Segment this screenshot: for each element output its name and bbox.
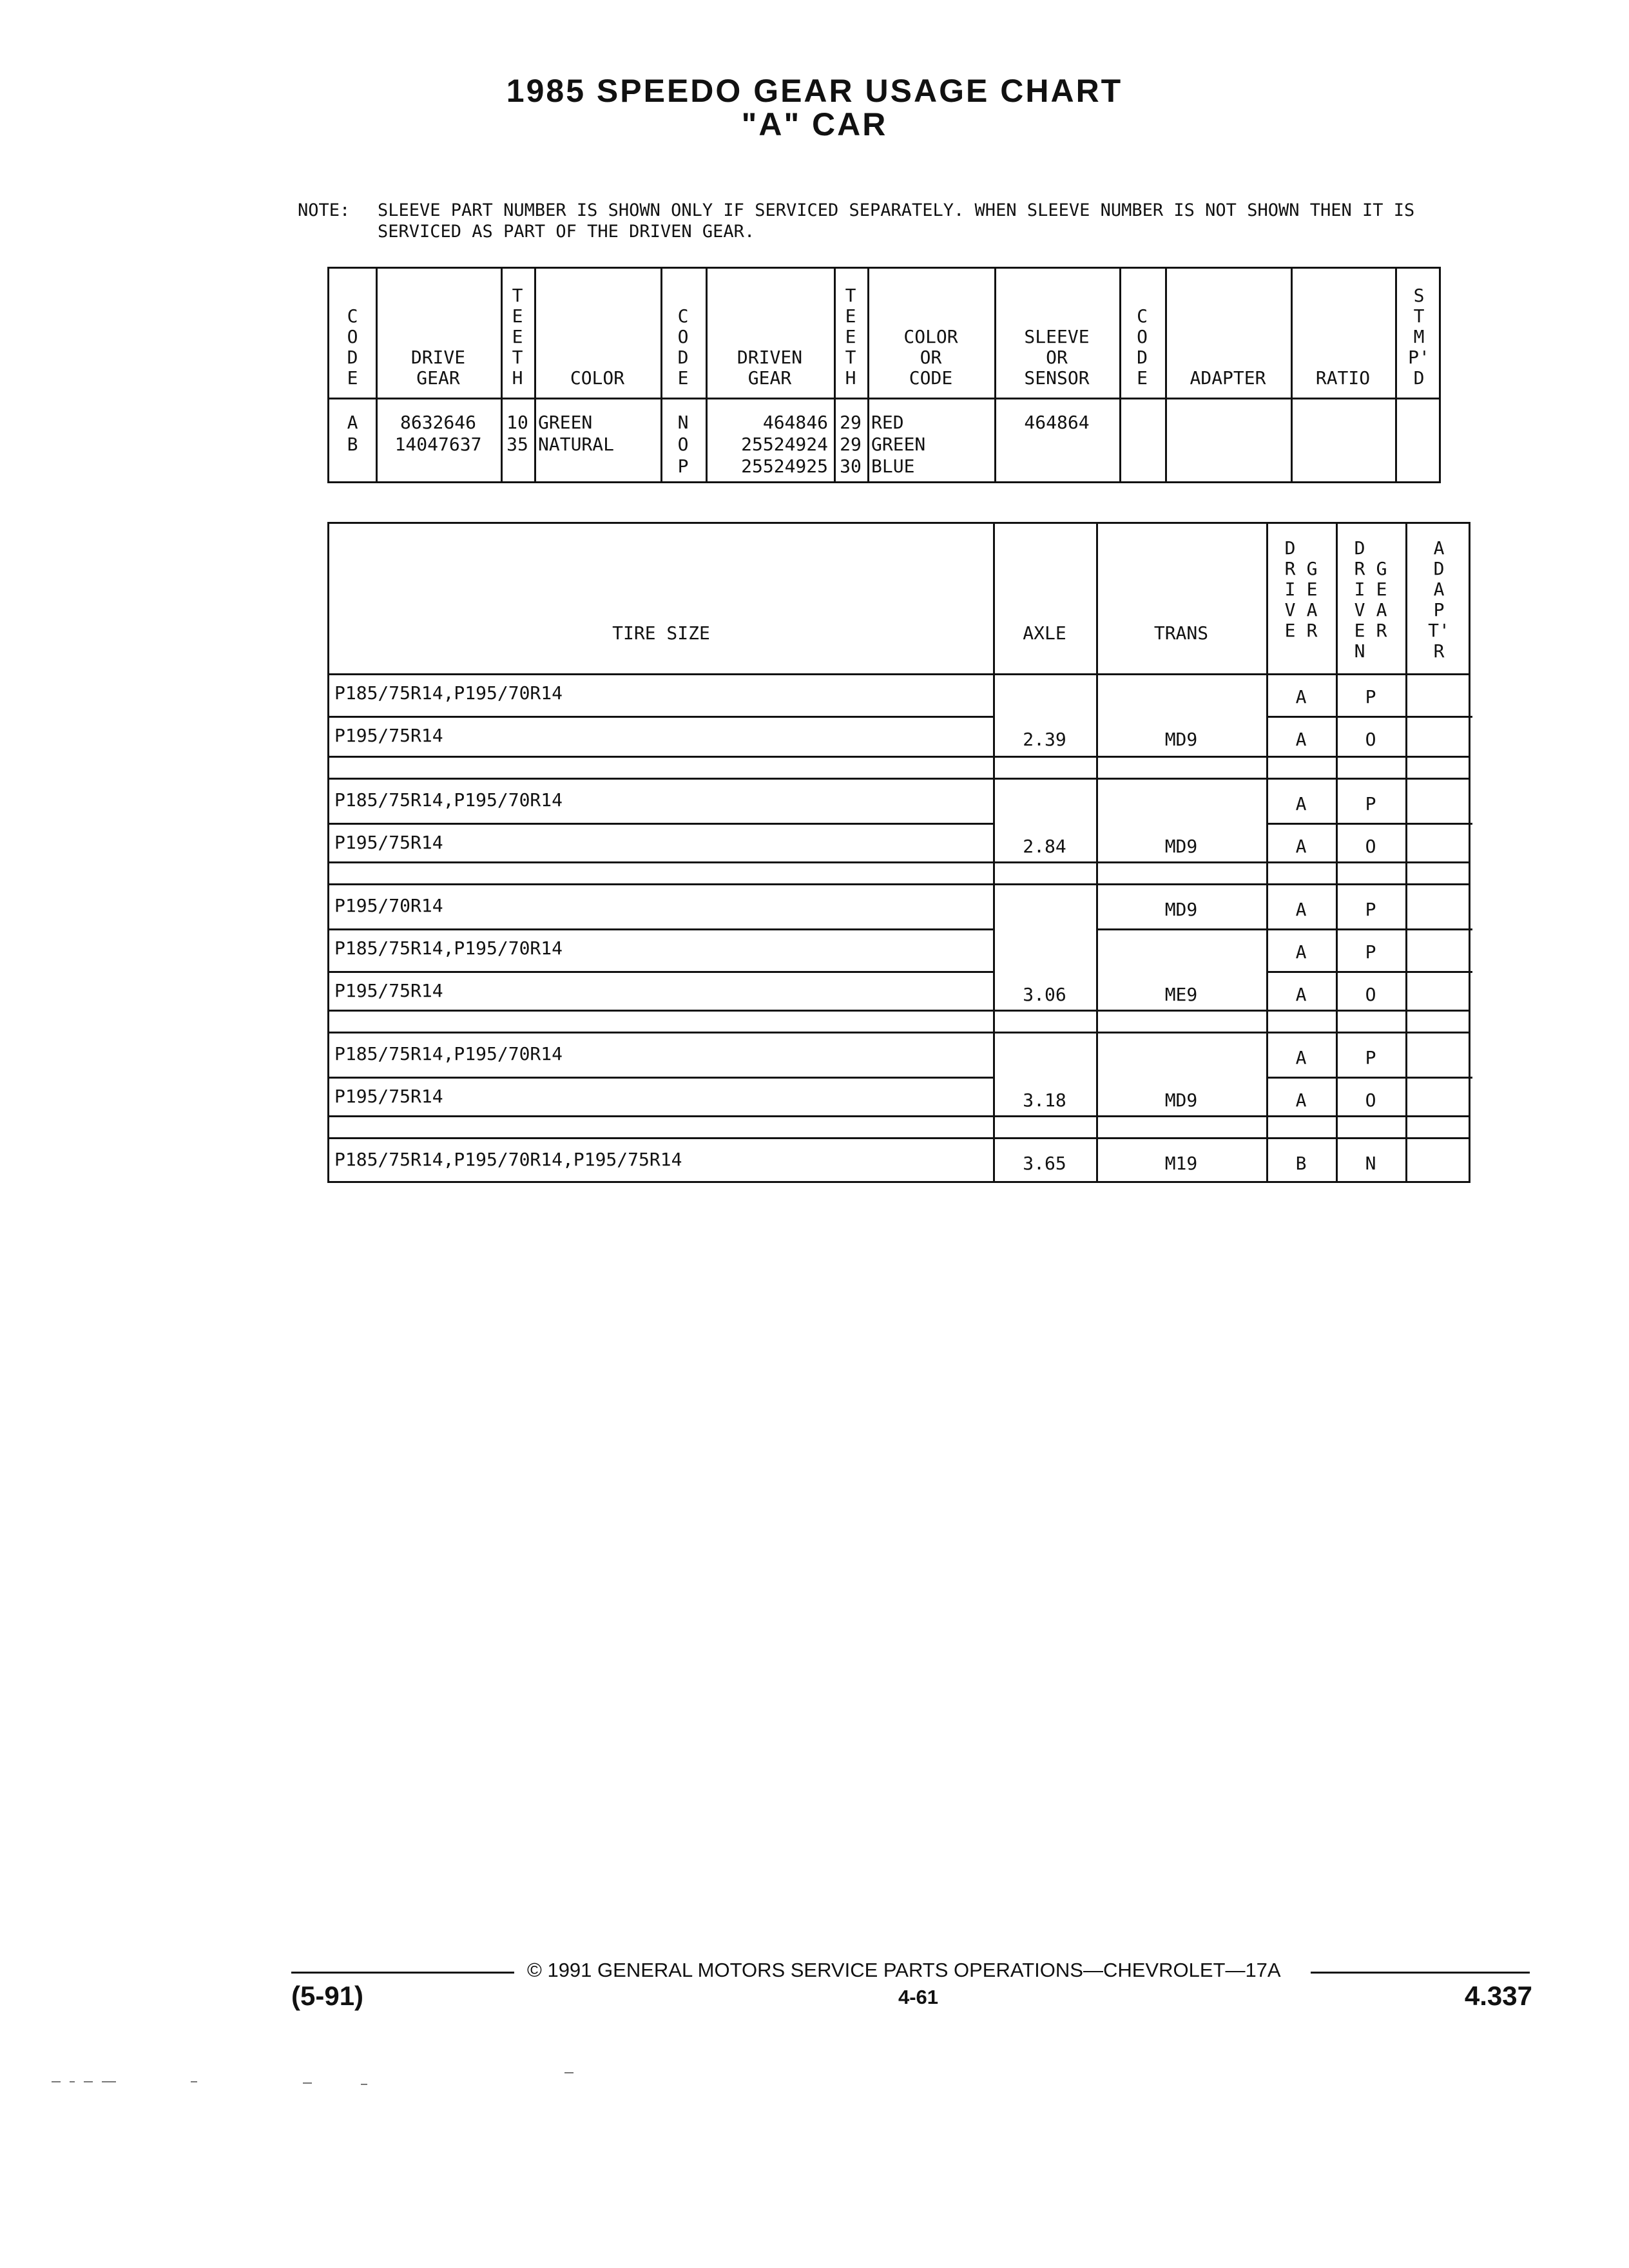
driven-teeth xyxy=(834,412,867,477)
note-label: NOTE: xyxy=(298,200,351,220)
usage-table xyxy=(327,522,1470,1183)
row-divider xyxy=(329,716,993,718)
axle-ratio: 2.84 xyxy=(1023,836,1066,857)
group-separator xyxy=(329,756,1469,758)
driven-gear-code: O xyxy=(1365,836,1376,857)
trans-code: MD9 xyxy=(1164,899,1198,920)
tire-size-cell: P185/75R14,P195/70R14 xyxy=(334,1043,563,1064)
header-text-line: O xyxy=(1137,326,1148,347)
header-text-line: T xyxy=(512,347,523,368)
drive-teeth xyxy=(501,412,534,456)
header-text-line: T xyxy=(845,285,856,306)
row-divider xyxy=(1266,1077,1472,1079)
header-ratio: RATIO xyxy=(1315,367,1371,389)
drive-parts xyxy=(376,412,501,456)
header-letter: R xyxy=(1354,558,1365,579)
row-divider xyxy=(1266,928,1472,930)
header-letter: V xyxy=(1354,599,1365,620)
header-text-line: P xyxy=(1433,599,1445,620)
tire-size-cell: P185/75R14,P195/70R14 xyxy=(334,682,563,704)
row-divider xyxy=(1266,971,1472,973)
header-text-line: O xyxy=(347,326,358,347)
row-divider xyxy=(1266,716,1472,718)
drive-gear-code: A xyxy=(1295,984,1307,1005)
driven-color: GREEN xyxy=(871,434,926,455)
note-line-1: SLEEVE PART NUMBER IS SHOWN ONLY IF SERVICED SEPARATELY. WHEN SLEEVE NUMBER IS NOT SHOWN THEN IT IS xyxy=(378,200,1415,220)
header-text-line: E xyxy=(1137,367,1148,389)
header-text-line: C xyxy=(347,305,358,327)
header-text-line: GEAR xyxy=(416,367,460,389)
header-text-line: E xyxy=(845,305,856,327)
sleeve-value: 464864 xyxy=(1024,412,1090,433)
trans-code: MD9 xyxy=(1164,1090,1198,1111)
header-text-line: E xyxy=(347,367,358,389)
axle-ratio: 3.06 xyxy=(1023,984,1066,1005)
driven-color: RED xyxy=(871,412,904,433)
drive-gear-code: A xyxy=(1295,899,1307,920)
driven-part: 25524925 xyxy=(741,456,828,477)
row-divider xyxy=(329,1077,993,1079)
tire-size-cell: P185/75R14,P195/70R14 xyxy=(334,789,563,811)
header-letter: R xyxy=(1284,558,1296,579)
tire-size-cell: P185/75R14,P195/70R14 xyxy=(334,937,563,959)
tire-size-cell: P195/75R14 xyxy=(334,1086,443,1107)
row-divider xyxy=(1096,928,1266,930)
header-letter: N xyxy=(1354,640,1365,662)
header-code-drive xyxy=(329,306,376,389)
header-adapter-vertical xyxy=(1405,538,1472,662)
drive-gear-code: A xyxy=(1295,1047,1307,1068)
driven-teeth-value: 30 xyxy=(840,456,862,477)
trans-code: MD9 xyxy=(1164,836,1198,857)
header-text-line: H xyxy=(845,367,856,389)
tire-size-cell: P195/75R14 xyxy=(334,725,443,746)
header-text-line: SENSOR xyxy=(1024,367,1090,389)
header-text-line: O xyxy=(677,326,689,347)
header-stmpd xyxy=(1395,285,1443,389)
header-drive-gear-vertical xyxy=(1266,538,1336,641)
header-teeth-drive xyxy=(501,285,534,389)
header-letter: E xyxy=(1284,620,1296,641)
row-divider xyxy=(1266,823,1472,825)
header-text-line: T' xyxy=(1428,620,1450,641)
header-text-line: T xyxy=(512,285,523,306)
header-drive-gear xyxy=(376,347,501,389)
driven-part: 464846 xyxy=(762,412,828,433)
header-color-or-code xyxy=(867,327,994,389)
group-separator xyxy=(329,778,1469,780)
header-letter: A xyxy=(1306,599,1318,620)
header-text-line: E xyxy=(512,305,523,327)
header-text-line: H xyxy=(512,367,523,389)
header-letter: R xyxy=(1306,620,1318,641)
drive-code: B xyxy=(347,434,358,455)
header-text-line: T xyxy=(1413,305,1425,327)
axle-ratio: 3.18 xyxy=(1023,1090,1066,1111)
trans-code: ME9 xyxy=(1164,984,1198,1005)
header-text-line: S xyxy=(1413,285,1425,306)
group-separator xyxy=(329,1032,1469,1033)
header-text-line: E xyxy=(512,326,523,347)
sleeve-cell xyxy=(994,412,1119,434)
page-title: 1985 SPEEDO GEAR USAGE CHART xyxy=(506,73,1123,109)
header-text-line: D xyxy=(1137,347,1148,368)
header-text-line: C xyxy=(677,305,689,327)
driven-gear-code: P xyxy=(1365,793,1376,814)
header-letter: D xyxy=(1284,537,1296,559)
header-code-adapter xyxy=(1119,306,1165,389)
header-text-line: DRIVE xyxy=(410,347,466,368)
header-teeth-driven xyxy=(834,285,867,389)
header-text-line: E xyxy=(845,326,856,347)
drive-gear-code: A xyxy=(1295,686,1307,707)
drive-color: GREEN xyxy=(538,412,593,433)
header-letter: R xyxy=(1376,620,1387,641)
header-text-line: M xyxy=(1413,326,1425,347)
driven-code: P xyxy=(677,456,689,477)
header-color: COLOR xyxy=(570,367,625,389)
drive-codes xyxy=(329,412,376,456)
tire-size-cell: P185/75R14,P195/70R14,P195/75R14 xyxy=(334,1149,682,1170)
driven-color: BLUE xyxy=(871,456,915,477)
drive-gear-code: A xyxy=(1295,1090,1307,1111)
axle-ratio: 2.39 xyxy=(1023,729,1066,750)
header-letter: E xyxy=(1306,579,1318,600)
note xyxy=(298,200,1535,242)
tire-size-cell: P195/75R14 xyxy=(334,832,443,853)
header-trans: TRANS xyxy=(1153,622,1209,644)
drive-colors xyxy=(538,412,660,456)
drive-gear-code: A xyxy=(1295,729,1307,750)
header-letter: E xyxy=(1376,579,1387,600)
driven-gear-code: P xyxy=(1365,899,1376,920)
driven-gear-code: O xyxy=(1365,984,1376,1005)
group-separator xyxy=(329,1137,1469,1139)
header-letter: G xyxy=(1376,558,1387,579)
drive-gear-code: A xyxy=(1295,836,1307,857)
header-letter xyxy=(1375,538,1388,559)
header-tire-size: TIRE SIZE xyxy=(612,622,710,644)
driven-gear-code: N xyxy=(1365,1153,1376,1174)
header-adapter: ADAPTER xyxy=(1190,367,1266,389)
group-separator xyxy=(329,1010,1469,1012)
group-separator xyxy=(329,883,1469,885)
trans-code: M19 xyxy=(1164,1153,1198,1174)
header-letter: V xyxy=(1284,599,1296,620)
driven-colors xyxy=(871,412,994,477)
driven-code: N xyxy=(677,412,689,433)
driven-codes xyxy=(660,412,706,477)
driven-code: O xyxy=(677,434,689,455)
header-letter: A xyxy=(1376,599,1387,620)
driven-gear-code: P xyxy=(1365,1047,1376,1068)
axle-ratio: 3.65 xyxy=(1023,1153,1066,1174)
drive-part: 14047637 xyxy=(394,434,482,455)
group-separator xyxy=(329,1115,1469,1117)
header-text-line: OR xyxy=(920,347,942,368)
driven-teeth-value: 29 xyxy=(840,434,862,455)
header-sleeve-or-sensor xyxy=(994,327,1119,389)
footer-section-number: 4.337 xyxy=(1464,1981,1532,2011)
header-text-line: A xyxy=(1433,579,1445,600)
driven-gear-code: P xyxy=(1365,686,1376,707)
group-separator xyxy=(329,861,1469,863)
header-driven-gear-vertical xyxy=(1336,538,1405,662)
footer-rule-right xyxy=(1311,1972,1530,1974)
footer-date: (5-91) xyxy=(291,1981,364,2011)
header-text-line: C xyxy=(1137,305,1148,327)
header-text-line: DRIVEN xyxy=(737,347,803,368)
header-text-line: SLEEVE xyxy=(1024,326,1090,347)
drive-gear-code: B xyxy=(1295,1153,1307,1174)
header-text-line: OR xyxy=(1046,347,1068,368)
drive-teeth-value: 35 xyxy=(506,434,528,455)
header-text-line: R xyxy=(1433,640,1445,662)
header-letter xyxy=(1375,641,1388,662)
header-text-line: E xyxy=(677,367,689,389)
header-text-line: COLOR xyxy=(903,326,958,347)
footer-copyright: © 1991 GENERAL MOTORS SERVICE PARTS OPERATIONS—CHEVROLET—17A xyxy=(527,1959,1281,1981)
drive-part: 8632646 xyxy=(400,412,476,433)
header-text-line: D xyxy=(1413,367,1425,389)
drive-color: NATURAL xyxy=(538,434,615,455)
header-text-line: D xyxy=(347,347,358,368)
driven-gear-code: P xyxy=(1365,941,1376,963)
header-letter: G xyxy=(1306,558,1318,579)
drive-teeth-value: 10 xyxy=(506,412,528,433)
row-divider xyxy=(329,971,993,973)
drive-gear-code: A xyxy=(1295,793,1307,814)
row-divider xyxy=(329,823,993,825)
header-letter: I xyxy=(1284,579,1296,600)
header-letter: D xyxy=(1354,537,1365,559)
header-text-line: P' xyxy=(1408,347,1430,368)
header-text-line: D xyxy=(677,347,689,368)
header-letter: E xyxy=(1354,620,1365,641)
trans-code: MD9 xyxy=(1164,729,1198,750)
header-letter xyxy=(1306,538,1318,559)
header-letter: I xyxy=(1354,579,1365,600)
footer-page-number: 4-61 xyxy=(898,1986,939,2008)
footer-rule-left xyxy=(291,1972,514,1974)
header-text-line: CODE xyxy=(909,367,953,389)
tire-size-cell: P195/70R14 xyxy=(334,895,443,916)
page-subtitle: "A" CAR xyxy=(741,106,888,142)
gear-table xyxy=(327,267,1441,483)
header-text-line: D xyxy=(1433,558,1445,579)
header-code-driven xyxy=(660,306,706,389)
drive-code: A xyxy=(347,412,358,433)
driven-parts xyxy=(706,412,828,477)
row-divider xyxy=(329,928,993,930)
header-text-line: GEAR xyxy=(747,367,792,389)
header-axle: AXLE xyxy=(1023,622,1066,644)
driven-part: 25524924 xyxy=(741,434,828,455)
driven-gear-code: O xyxy=(1365,729,1376,750)
header-driven-gear xyxy=(706,347,834,389)
driven-gear-code: O xyxy=(1365,1090,1376,1111)
drive-gear-code: A xyxy=(1295,941,1307,963)
header-text-line: T xyxy=(845,347,856,368)
note-line-2: SERVICED AS PART OF THE DRIVEN GEAR. xyxy=(378,222,755,242)
tire-size-cell: P195/75R14 xyxy=(334,980,443,1001)
driven-teeth-value: 29 xyxy=(840,412,862,433)
header-text-line: A xyxy=(1433,537,1445,559)
